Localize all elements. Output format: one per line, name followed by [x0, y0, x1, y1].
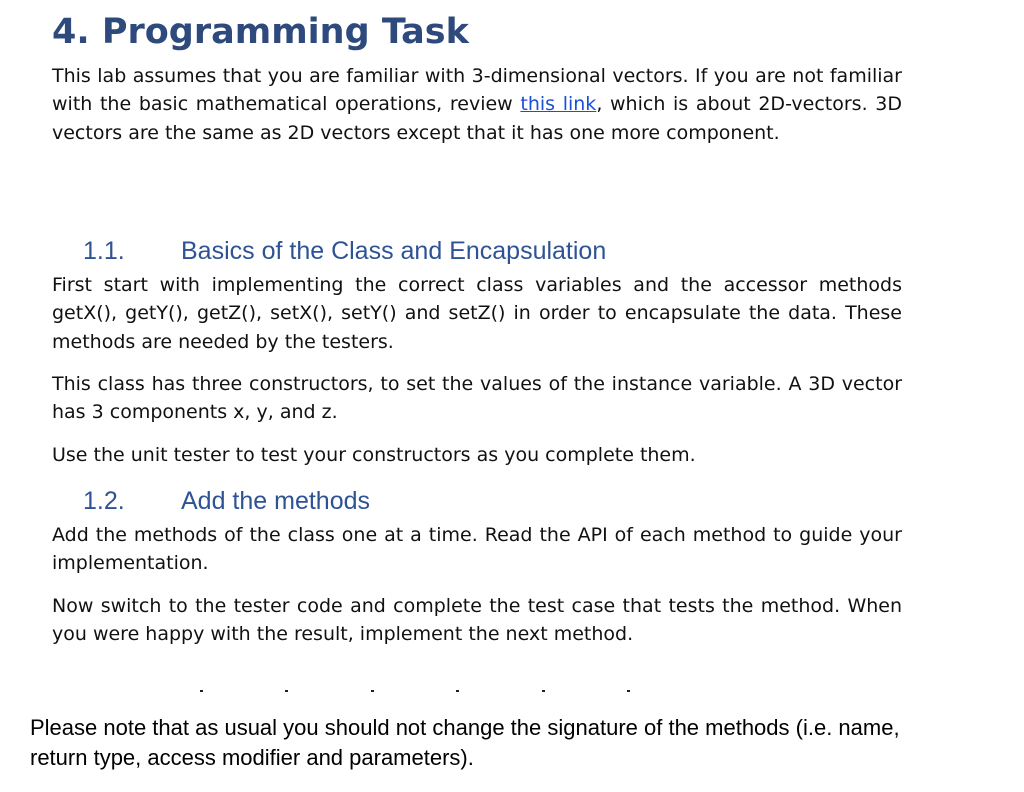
section-title-1-2: Add the methods — [181, 487, 371, 515]
intro-link[interactable]: this link — [520, 93, 597, 116]
section-1-1-paragraph-3: Use the unit tester to test your constructors as you complete them. — [52, 444, 696, 466]
cropped-text-line — [200, 690, 630, 691]
section-1-1-paragraph-2: This class has three constructors, to set the values of the instance variable. A 3D vector has 3 components x, y, and z. — [52, 373, 902, 424]
section-title-1-1: Basics of the Class and Encapsulation — [181, 237, 607, 265]
section-heading-1-1 — [83, 234, 606, 268]
section-number-1-2: 1.2. — [83, 487, 125, 515]
section-heading-1-2 — [83, 484, 370, 518]
intro-text-before-link: This lab assumes that you are familiar with 3-dimensional vectors. If you are not familiar with the basic mathematical operations, review — [52, 65, 902, 116]
section-1-2-paragraph-1: Add the methods of the class one at a time. Read the API of each method to guide your implementation. — [52, 524, 902, 575]
page-title: 4. Programming Task — [52, 12, 469, 52]
section-1-1-paragraph-1: First start with implementing the correct class variables and the accessor methods getX(), getY(), getZ(), setX(), setY() and setZ() in order to encapsulate the data. These methods are needed by the testers. — [52, 274, 902, 353]
intro-paragraph — [52, 62, 902, 147]
section-1-2-paragraph-2: Now switch to the tester code and complete the test case that tests the method. When you were happy with the result, implement the next method. — [52, 595, 902, 646]
section-number-1-1: 1.1. — [83, 237, 125, 265]
intro-text-after-link: , which is about 2D-vectors. 3D vectors are the same as 2D vectors except that it has one more component. — [52, 93, 902, 144]
signature-note: Please note that as usual you should not change the signature of the methods (i.e. name, return type, access modifier and parameters). — [30, 715, 900, 770]
